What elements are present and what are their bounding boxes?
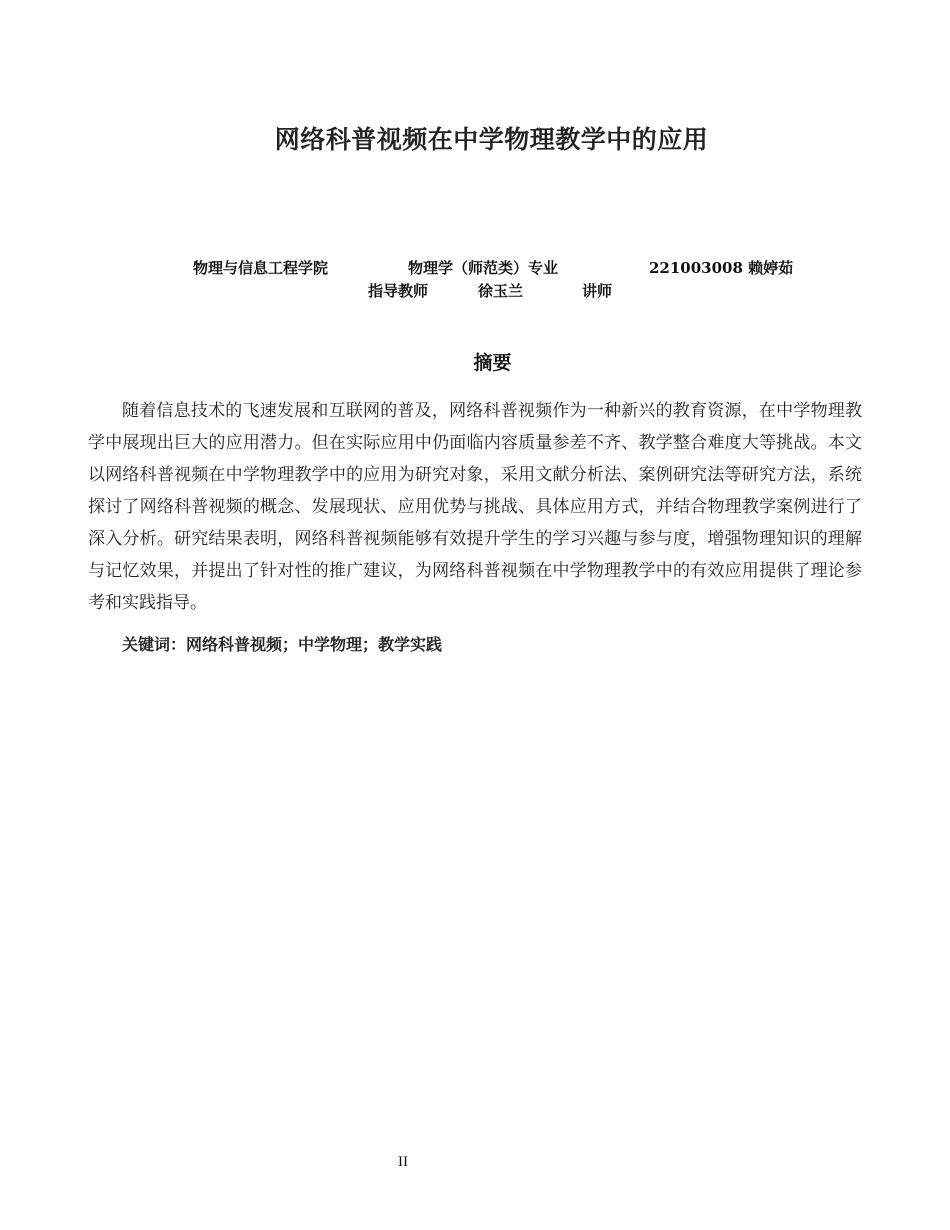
major-name: 物理学（师范类）专业: [408, 259, 559, 277]
keywords-line: 关键词：网络科普视频；中学物理；教学实践: [122, 635, 443, 654]
paper-title: 网络科普视频在中学物理教学中的应用: [274, 125, 709, 154]
abstract-heading: 摘要: [473, 352, 512, 374]
advisor-name: 徐玉兰: [478, 282, 524, 300]
page-number: II: [398, 1154, 408, 1170]
abstract-body: 随着信息技术的飞速发展和互联网的普及，网络科普视频作为一种新兴的教育资源，在中学物理教学中展现出巨大的应用潜力。但在实际应用中仍面临内容质量参差不齐、教学整合难度大等挑战。本文以网络科普视频在中学物理教学中的应用为研究对象，采用文献分析法、案例研究法等研究方法，系统探讨了网络科普视频的概念、发展现状、应用优势与挑战、具体应用方式，并结合物理教学案例进行了深入分析。研究结果表明，网络科普视频能够有效提升学生的学习兴趣与参与度，增强物理知识的理解与记忆效果，并提出了针对性的推广建议，为网络科普视频在中学物理教学中的有效应用提供了理论参考和实践指导。: [88, 401, 862, 613]
student-id-name: 221003008 赖婷茹: [649, 259, 794, 277]
advisor-label: 指导教师: [368, 282, 429, 300]
advisor-title: 讲师: [582, 282, 613, 300]
college-name: 物理与信息工程学院: [193, 259, 329, 277]
